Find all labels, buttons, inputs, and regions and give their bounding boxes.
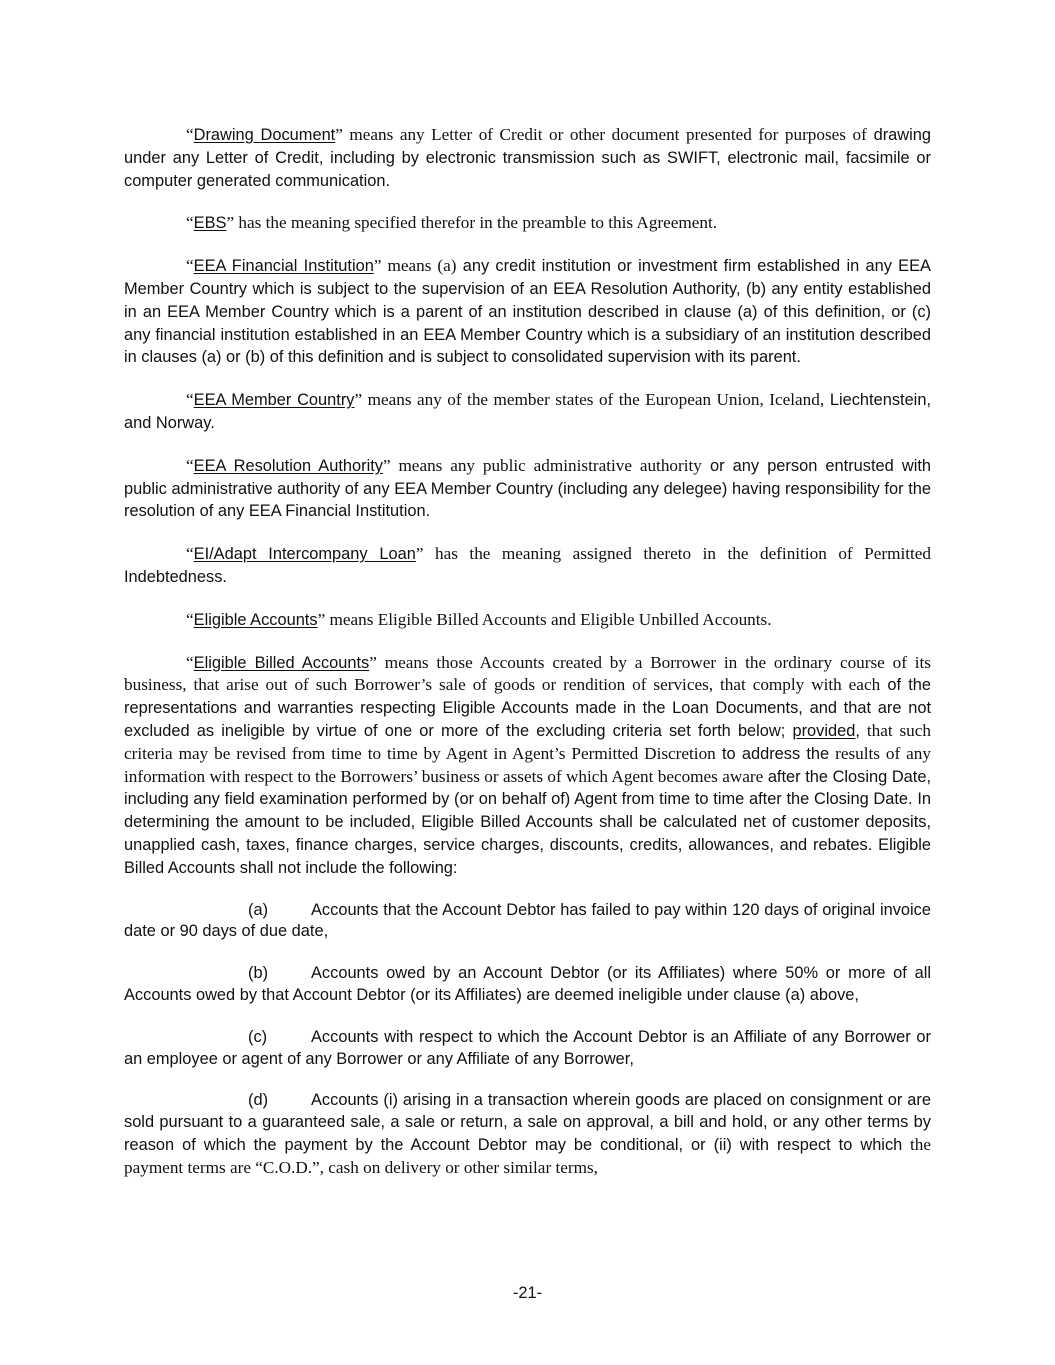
definition-text: or any person entrusted with public administrative authority of any EEA Member Country (including any delegee) having responsibility for the resolution of any EEA Financial Institution. xyxy=(124,456,931,521)
defined-term: Drawing Document xyxy=(193,126,336,144)
definition-eligible-billed-accounts: “Eligible Billed Accounts” means those Accounts created by a Borrower in the ordinary course of its business, that arise out of such Borrower’s sale of goods or rendition of services, that comply with each of the representations and warranties respecting Eligible Accounts made in the Loan Documents, and that are not excluded as ineligible by virtue of one or more of the excluding criteria set forth below; provided, that such criteria may be revised from time to time by Agent in Agent’s Permitted Discretion to address the results of any information with respect to the Borrowers’ business or assets of which Agent becomes aware after the Closing Date, including any field examination performed by (or on behalf of) Agent from time to time after the Closing Date. In determining the amount to be included, Eligible Billed Accounts shall be calculated net of customer deposits, unapplied cash, taxes, finance charges, service charges, discounts, credits, allowances, and rebates. Eligible Billed Accounts shall not include the following: xyxy=(124,652,932,877)
definition-ei-adapt-intercompany-loan: “EI/Adapt Intercompany Loan” has the meaning assigned thereto in the definition of Permitted Indebtedness. xyxy=(124,544,931,586)
definition-eea-member-country: “EEA Member Country” means any of the member states of the European Union, Iceland, Liechtenstein, and Norway. xyxy=(124,390,931,432)
clause-label: (d) xyxy=(248,1091,269,1110)
definition-text: ” means any Letter of Credit or other document presented for purposes of xyxy=(335,125,867,144)
clause-text: the payment terms are “C.O.D.”, cash on delivery or other similar terms, xyxy=(124,1134,932,1177)
clause-text: Accounts (i) arising in a transaction wherein goods are placed on consignment or are sold pursuant to a guaranteed sale, a sale or return, a sale on approval, a bill and hold, or any other terms by reason of which the payment by the Account Debtor may be conditional, or (ii) with respect to which xyxy=(124,1091,931,1154)
definition-text: ” means any public administrative authority xyxy=(382,455,702,475)
provided-term: provided xyxy=(792,721,856,740)
clause-d xyxy=(124,1090,931,1179)
clause-text: Accounts owed by an Account Debtor (or its Affiliates) where 50% or more of all Accounts owed by that Account Debtor (or its Affiliates) are deemed ineligible under clause (a) above, xyxy=(124,964,931,1004)
definition-drawing-document: “Drawing Document” means any Letter of Credit or other document presented for purposes of drawing under any Letter of Credit, including by electronic transmission such as SWIFT, electronic mail, facsimile or computer generated communication. xyxy=(124,125,931,190)
definition-text: results of any information with respect to the Borrowers’ business or assets of which Agent becomes aware xyxy=(124,743,931,786)
defined-term: EBS xyxy=(193,214,227,233)
defined-term: EEA Financial Institution xyxy=(193,257,374,276)
definition-text: Liechtenstein, and Norway. xyxy=(124,391,931,432)
definition-eea-resolution-authority: “EEA Resolution Authority” means any public administrative authority or any person entrusted with public administrative authority of any EEA Member Country (including any delegee) having responsibility for the resolution of any EEA Financial Institution. xyxy=(124,455,931,521)
clause-text: Accounts that the Account Debtor has failed to pay within 120 days of original invoice date or 90 days of due date, xyxy=(124,900,931,941)
definition-text: any credit institution or investment firm established in any EEA Member Country which is subject to the supervision of an EEA Resolution Authority, (b) any entity established in an EEA Member Country which is a parent of an institution described in clause (a) of this definition, or (c) any financial institution established in an EEA Member Country which is a subsidiary of an institution described in clauses (a) or (b) of this definition and is subject to consolidated supervision with its parent. xyxy=(124,257,931,367)
document-page xyxy=(124,124,931,1199)
definition-eea-financial-institution: “EEA Financial Institution” means (a) any credit institution or investment firm established in any EEA Member Country which is subject to the supervision of an EEA Resolution Authority, (b) any entity established in an EEA Member Country which is a parent of an institution described in clause (a) of this definition, or (c) any financial institution established in an EEA Member Country which is a subsidiary of an institution described in clauses (a) or (b) of this definition and is subject to consolidated supervision with its parent. xyxy=(124,256,931,367)
clause-label: (a) xyxy=(248,900,269,919)
clause-c xyxy=(124,1027,931,1071)
definition-text: that such criteria may be revised from time to time by Agent in Agent’s Permitted Discretion xyxy=(124,720,932,763)
definition-text: of the representations and warranties respecting Eligible Accounts made in the Loan Documents, and that are not excluded as ineligible by virtue of one or more of the excluding criteria set forth below; xyxy=(124,676,932,740)
definition-text: Indebtedness. xyxy=(124,567,227,586)
defined-term: Eligible Accounts xyxy=(193,610,318,629)
defined-term: EI/Adapt Intercompany Loan xyxy=(193,545,416,564)
clause-b xyxy=(124,963,931,1007)
page-number: -21- xyxy=(512,1284,543,1302)
definition-text: ” means (a) xyxy=(373,256,457,276)
definition-text: to address the xyxy=(715,744,830,763)
definition-text: ” means any of the member states of the European Union, Iceland, xyxy=(354,390,825,410)
definition-text: , xyxy=(855,721,860,740)
definition-text: drawing under any Letter of Credit, including by electronic transmission such as SWIFT, electronic mail, facsimile or computer generated communication. xyxy=(124,126,931,190)
defined-term: Eligible Billed Accounts xyxy=(193,653,370,672)
clause-label: (b) xyxy=(248,964,269,983)
clause-text: Accounts with respect to which the Account Debtor is an Affiliate of any Borrower or an employee or agent of any Borrower or any Affiliate of any Borrower, xyxy=(124,1027,931,1068)
clause-label: (c) xyxy=(248,1027,268,1046)
defined-term: EEA Member Country xyxy=(193,391,355,410)
definition-text: ” has the meaning specified therefor in the preamble to this Agreement. xyxy=(226,213,718,233)
definition-text: after the Closing Date, including any field examination performed by (or on behalf of) Agent from time to time after the Closing Date. In determining the amount to be included, Eligible Billed Accounts shall be calculated net of customer deposits, unapplied cash, taxes, finance charges, service charges, discounts, credits, allowances, and rebates. Eligible Billed Accounts shall not include the following: xyxy=(124,767,932,877)
clause-a xyxy=(124,900,931,944)
definition-ebs: “EBS” has the meaning specified therefor in the preamble to this Agreement. xyxy=(186,213,718,233)
defined-term: EEA Resolution Authority xyxy=(193,456,383,475)
definition-eligible-accounts: “Eligible Accounts” means Eligible Billed Accounts and Eligible Unbilled Accounts. xyxy=(186,609,772,629)
definition-text: ” means Eligible Billed Accounts and Eligible Unbilled Accounts. xyxy=(317,609,772,629)
definition-text: ” means those Accounts created by a Borrower in the ordinary course of its business, that arise out of such Borrower’s sale of goods or rendition of services, that comply with each xyxy=(124,652,931,695)
definition-text: ” has the meaning assigned thereto in the definition of Permitted xyxy=(415,544,931,564)
